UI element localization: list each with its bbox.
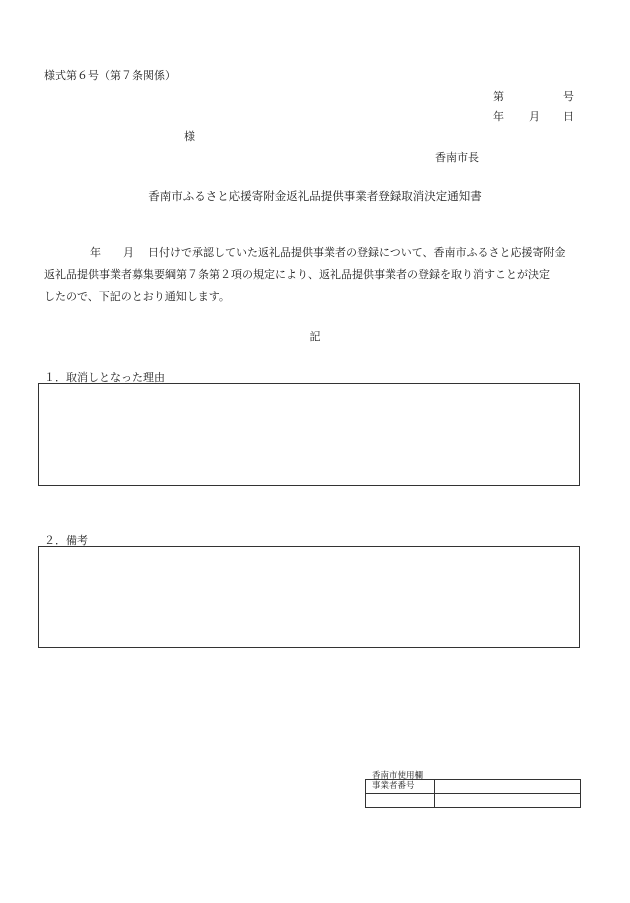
section-remarks-heading: ２．備考 — [44, 534, 88, 547]
document-number-prefix: 第 — [493, 90, 504, 103]
body-line-1 — [44, 242, 589, 264]
date-month-label: 月 — [529, 110, 540, 123]
body-line-1-text: 日付けで承認していた返礼品提供事業者の登録について、香南市ふるさと応援寄附金 — [148, 246, 566, 259]
office-use-blank-label[interactable] — [366, 794, 435, 808]
business-number-label: 事業者番号 — [366, 780, 435, 794]
document-title: 香南市ふるさと応援寄附金返礼品提供事業者登録取消決定通知書 — [148, 189, 482, 203]
date-year-label: 年 — [493, 110, 504, 123]
issuer-name: 香南市長 — [435, 151, 479, 164]
form-number: 様式第６号（第７条関係） — [44, 69, 176, 82]
business-number-value[interactable] — [435, 780, 581, 794]
section-remarks-box[interactable] — [38, 546, 580, 648]
body-year-label: 年 — [90, 246, 101, 259]
addressee-honorific: 様 — [184, 130, 195, 143]
office-use-caption: 香南市使用欄 — [372, 771, 424, 781]
office-use-table — [365, 779, 581, 808]
notice-body — [44, 242, 589, 308]
office-use-blank-value[interactable] — [435, 794, 581, 808]
body-line-3: したので、下記のとおり通知します。 — [44, 290, 230, 303]
body-line-2: 返礼品提供事業者募集要綱第７条第２項の規定により、返礼品提供事業者の登録を取り消すことが決定 — [44, 268, 550, 281]
office-use-row — [366, 780, 581, 794]
date-day-label: 日 — [563, 110, 574, 123]
ki-heading: 記 — [309, 330, 321, 343]
document-number-suffix: 号 — [563, 90, 574, 103]
body-month-label: 月 — [123, 246, 134, 259]
office-use-row — [366, 794, 581, 808]
section-reason-box[interactable] — [38, 383, 580, 486]
section-reason-heading: １．取消しとなった理由 — [44, 371, 165, 384]
